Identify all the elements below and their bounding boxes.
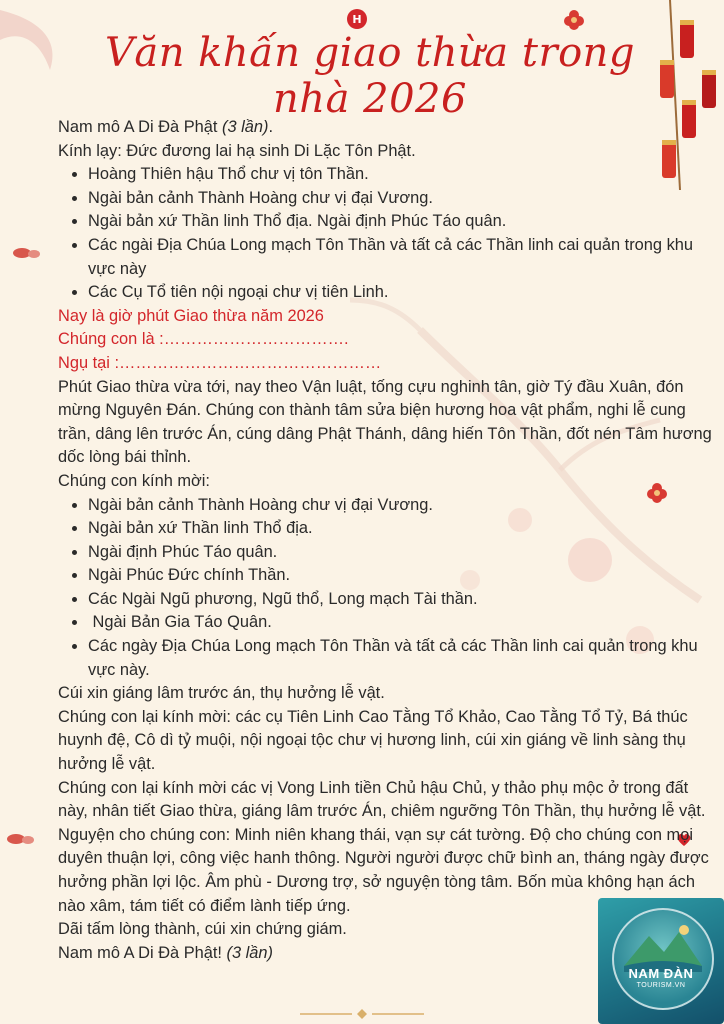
- petal-icon: [6, 832, 36, 846]
- list-item: • Hoàng Thiên hậu Thổ chư vị tôn Thần.: [88, 163, 713, 187]
- paragraph: Chúng con kính mời:: [58, 471, 210, 490]
- address-fill-line: Ngụ tại :…………………………………………: [58, 353, 382, 372]
- flower-icon: [563, 9, 585, 31]
- date-line: Nay là giờ phút Giao thừa năm 2026: [58, 306, 324, 325]
- opening-line: Nam mô A Di Đà Phật (3 lần).: [58, 118, 274, 136]
- closing-line: Nam mô A Di Đà Phật! (3 lần): [58, 943, 273, 962]
- brand-subtitle: TOURISM.VN: [636, 982, 686, 989]
- list-item: • Ngài bản cảnh Thành Hoàng chư vị đại Vương.: [88, 187, 713, 211]
- paragraph: Nguyện cho chúng con: Minh niên khang thái, vạn sự cát tường. Độ cho chúng con mọi duyên thuận lợi, công việc hanh thông. Người người được chữ bình an, tháng ngày được hưởng phần lợi lộc. Âm phù - Dương trợ, sở nguyện tòng tâm. Bốn mùa không hạn ách nào xâm, tám tiết có điểm lành tiếp ứng.: [58, 825, 709, 915]
- prayer-text: [58, 116, 713, 965]
- list-item: • Ngài bản cảnh Thành Hoàng chư vị đại Vương.: [88, 494, 713, 518]
- list-item: • Các Cụ Tổ tiên nội ngoại chư vị tiên Linh.: [88, 281, 713, 305]
- paragraph: Cúi xin giáng lâm trước án, thụ hưởng lễ vật.: [58, 684, 385, 703]
- paragraph: Chúng con lại kính mời: các cụ Tiên Linh Cao Tằng Tổ Khảo, Cao Tằng Tổ Tỷ, Bá thúc huynh đệ, Cô dì tỷ muội, nội ngoại tộc chư vị hương linh, cúi xin giáng về linh sàng thụ hưởng lễ vật.: [58, 707, 688, 774]
- paragraph: Phút Giao thừa vừa tới, nay theo Vận luật, tống cựu nghinh tân, giờ Tý đầu Xuân, đón mừng Nguyên Đán. Chúng con thành tâm sửa biện hương hoa vật phẩm, nghi lễ cung trần, dâng lên trước Án, cúng dâng Phật Thánh, dâng hiến Tôn Thần, đốt nén Tâm hương dốc lòng bái thỉnh.: [58, 377, 712, 467]
- invited-list: [58, 494, 713, 683]
- list-item: • Ngài định Phúc Táo quân.: [88, 541, 713, 565]
- list-item: • Ngài bản xứ Thần linh Thổ địa.: [88, 517, 713, 541]
- list-item: • Ngài Bản Gia Táo Quân.: [88, 611, 713, 635]
- list-item: • Ngài bản xứ Thần linh Thổ địa. Ngài định Phúc Táo quân.: [88, 210, 713, 234]
- brand-logo-icon: H: [347, 9, 367, 29]
- list-item: • Ngài Phúc Đức chính Thần.: [88, 564, 713, 588]
- name-fill-line: Chúng con là :…………………………….: [58, 330, 349, 349]
- divider-ornament: [300, 1008, 424, 1020]
- petal-icon: [12, 246, 42, 260]
- paragraph: Dãi tấm lòng thành, cúi xin chứng giám.: [58, 920, 347, 939]
- invocation-line: Kính lạy: Đức đương lai hạ sinh Di Lặc Tôn Phật.: [58, 141, 416, 160]
- paragraph: Chúng con lại kính mời các vị Vong Linh tiền Chủ hậu Chủ, y thảo phụ mộc ở trong đất này, nhân tiết Giao thừa, giáng lâm trước Án, chiêm ngưỡng Tôn Thần, thụ hưởng lễ vật.: [58, 778, 706, 821]
- brand-name: NAM ĐÀN: [628, 966, 694, 981]
- list-item: • Các Ngài Ngũ phương, Ngũ thổ, Long mạch Tài thần.: [88, 588, 713, 612]
- list-item: • Các ngày Địa Chúa Long mạch Tôn Thần và tất cả các Thần linh cai quản trong khu vực này.: [88, 635, 713, 682]
- brand-emblem: [612, 908, 714, 1010]
- repeat-note: (3 lần): [226, 943, 273, 962]
- page-title: Văn khấn giao thừa trong nhà 2026: [104, 30, 636, 122]
- brand-badge: [598, 898, 724, 1024]
- list-item: • Các ngài Địa Chúa Long mạch Tôn Thần và tất cả các Thần linh cai quản trong khu vực này: [88, 234, 713, 281]
- repeat-note: (3 lần): [221, 118, 269, 136]
- deity-list: [58, 163, 713, 305]
